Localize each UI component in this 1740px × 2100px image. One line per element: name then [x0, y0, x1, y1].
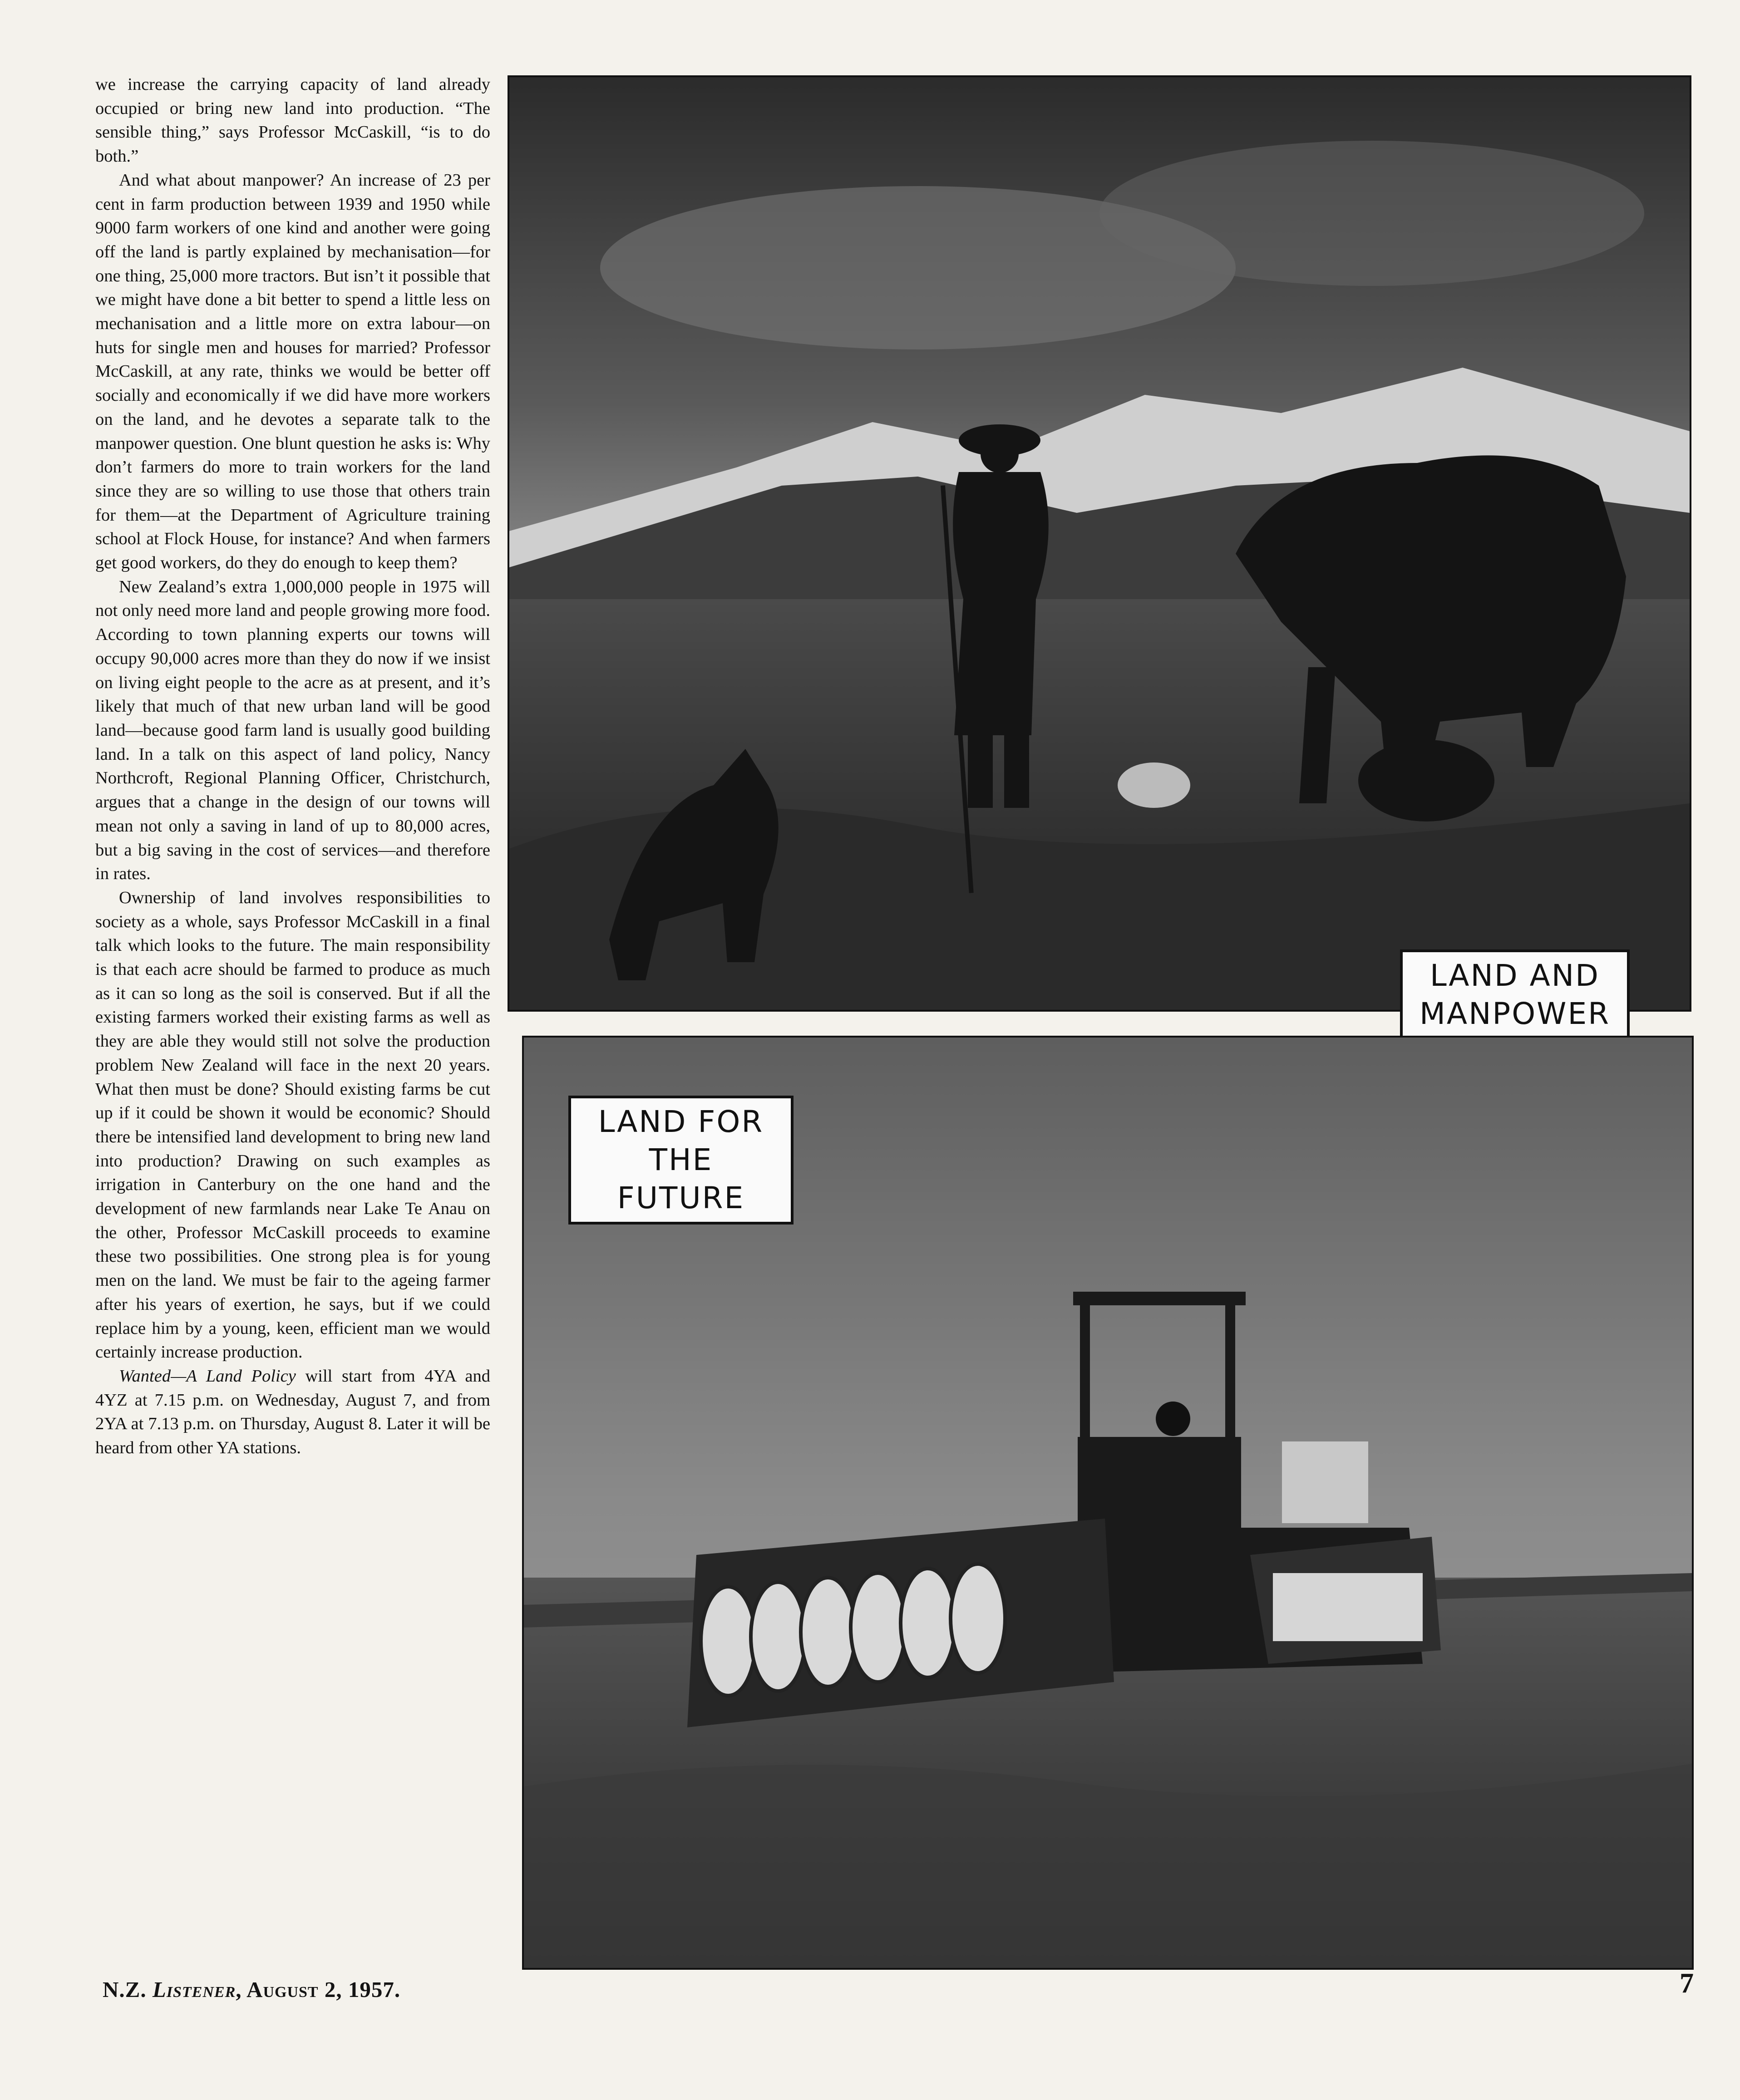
caption-land-for-the-future — [568, 1096, 794, 1225]
caption-line: LAND FOR — [598, 1104, 764, 1139]
photo-shepherd-horse-dog — [509, 77, 1690, 1010]
broadcast-notice — [95, 1364, 490, 1460]
caption-line: MANPOWER — [1419, 996, 1611, 1031]
article-paragraph: we increase the carrying capacity of land already occupied or bring new land into production. “The sensible thing,” says Professor McCaskill, “is to do both.” — [95, 75, 490, 166]
photo-land-for-the-future — [522, 1036, 1694, 1970]
article-column — [95, 73, 490, 1952]
broadcast-details: will start from 4YA and 4YZ at 7.15 p.m. on Wednesday, August 7, and from 2YA at 7.13 p.m. on Thursday, August 8. Later it will be heard from other YA stations. — [95, 1366, 490, 1458]
caption-land-and-manpower — [1400, 949, 1630, 1040]
article-paragraph: New Zealand’s extra 1,000,000 people in 1975 will not only need more land and people growing more food. According to town planning experts our towns will occupy 90,000 acres more than they do now if we insist on living eight people to the acre as at present, and it’s likely that much of that new urban land will be good land—because good farm land is usually good building land. In a talk on this aspect of land policy, Nancy Northcroft, Regional Planning Officer, Christchurch, argues that a change in the design of our towns will mean not only a saving in land of up to 80,000 acres, but a big saving in the cost of services—and therefore in rates. — [95, 577, 490, 884]
publication-name: Listener — [152, 1977, 236, 2002]
caption-line: THE FUTURE — [617, 1142, 745, 1215]
photo-land-and-manpower — [508, 75, 1691, 1031]
publication-prefix: N.Z. — [103, 1977, 153, 2002]
article-paragraph: Ownership of land involves responsibilities to society as a whole, says Professor McCaskill in a final talk which looks to the future. The main responsibility is that each acre should be farmed to produce as much as it can so long as the soil is conserved. But if all the existing farmers worked their existing farms as well as they are able they would still not solve the production problem New Zealand will face in the next 20 years. What then must be done? Should existing farms be cut up if it could be shown it would be economic? Should there be intensified land development to bring new land into production? Drawing on such examples as irrigation in Canterbury on the one hand and the development of new farmlands near Lake Te Anau on the other, Professor McCaskill proceeds to examine these two possibilities. One strong plea is for young men on the land. We must be fair to the ageing farmer after his years of exertion, he says, but if we could replace him by a young, keen, efficient man we would certainly increase production. — [95, 888, 490, 1362]
publication-footer — [103, 1977, 400, 2002]
program-title: Wanted—A Land Policy — [119, 1366, 296, 1386]
page-number: 7 — [1680, 1968, 1694, 1999]
caption-line: LAND AND — [1430, 958, 1600, 993]
article-paragraph: And what about manpower? An increase of 23 per cent in farm production between 1939 and 1950 while 9000 farm workers of one kind and another were going off the land is partly explained by mechanisation—for one thing, 25,000 more tractors. But isn’t it possible that we might have done a bit better to spend a little less on mechanisation and a little more on extra labour—on huts for single men and houses for married? Professor McCaskill, at any rate, thinks we would be better off socially and economically if we did have more workers on the land, and he devotes a separate talk to the manpower question. One blunt question he asks is: Why don’t farmers do more to train workers for the land since they are so willing to use those that others train for them—at the Department of Agriculture training school at Flock House, for instance? And when farmers get good workers, do they do enough to keep them? — [95, 170, 490, 573]
publication-date: , August 2, 1957. — [236, 1977, 401, 2002]
